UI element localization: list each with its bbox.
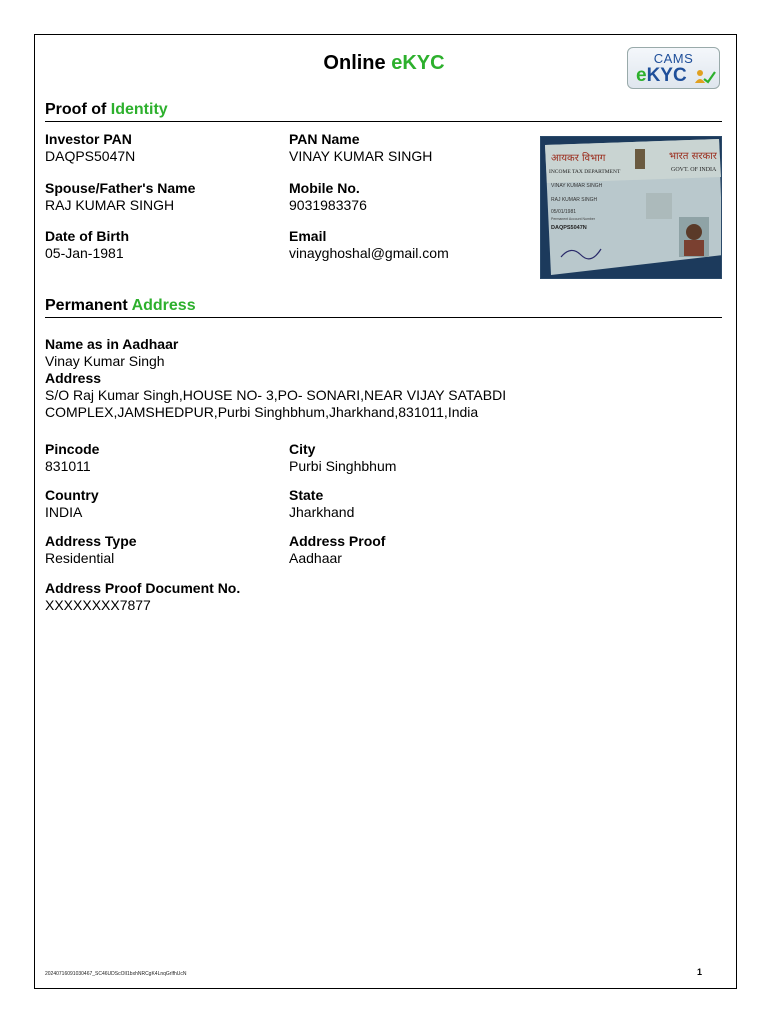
address-proof-doc-field bbox=[45, 580, 240, 614]
pan-name-field bbox=[289, 131, 432, 165]
card-name: VINAY KUMAR SINGH bbox=[551, 183, 603, 189]
card-dept: INCOME TAX DEPARTMENT bbox=[549, 169, 621, 175]
city-label: City bbox=[289, 441, 316, 457]
aadhaar-name-label: Name as in Aadhaar bbox=[45, 336, 179, 352]
country-label: Country bbox=[45, 487, 99, 503]
address-type-field bbox=[45, 533, 137, 567]
city-field bbox=[289, 441, 396, 475]
card-pan-label: Permanent Account Number bbox=[551, 217, 595, 221]
aadhaar-name-field bbox=[45, 336, 506, 421]
card-hindi-right: भारत सरकार bbox=[669, 151, 717, 162]
country-value: INDIA bbox=[45, 504, 83, 520]
logo-cams-text: CAMS bbox=[653, 51, 694, 66]
investor-pan-field bbox=[45, 131, 135, 165]
mobile-value: 9031983376 bbox=[289, 197, 367, 213]
address-proof-value: Aadhaar bbox=[289, 550, 342, 566]
emblem-icon bbox=[635, 149, 645, 169]
title-online: Online bbox=[323, 52, 386, 74]
pan-name-value: VINAY KUMAR SINGH bbox=[289, 148, 433, 164]
card-hindi-left: आयकर विभाग bbox=[551, 153, 606, 164]
address-type-label: Address Type bbox=[45, 533, 137, 549]
logo-ekyc-text: eKYC bbox=[636, 65, 687, 86]
address-proof-field bbox=[289, 533, 385, 567]
dob-value: 05-Jan-1981 bbox=[45, 245, 124, 261]
pan-card-photo bbox=[540, 136, 722, 279]
state-value: Jharkhand bbox=[289, 504, 355, 520]
mobile-field bbox=[289, 180, 367, 214]
investor-pan-value: DAQPS5047N bbox=[45, 148, 136, 164]
address-proof-doc-label: Address Proof Document No. bbox=[45, 580, 241, 596]
identity-divider bbox=[45, 121, 722, 122]
email-label: Email bbox=[289, 228, 327, 244]
spouse-father-label: Spouse/Father's Name bbox=[45, 180, 196, 196]
address-divider bbox=[45, 317, 722, 318]
email-value: vinayghoshal@gmail.com bbox=[289, 245, 449, 261]
cams-ekyc-logo bbox=[627, 47, 720, 89]
title-ekyc: eKYC bbox=[391, 52, 445, 74]
email-field bbox=[289, 228, 449, 262]
document-id: 20240716091030467_SC46UDScOlI1bxhNRCgK4LnqGrlfhUcN bbox=[45, 971, 187, 977]
mobile-label: Mobile No. bbox=[289, 180, 360, 196]
address-line-1: S/O Raj Kumar Singh,HOUSE NO- 3,PO- SONARI,NEAR VIJAY SATABDI bbox=[45, 387, 507, 403]
address-proof-doc-value: XXXXXXXX7877 bbox=[45, 597, 151, 613]
spouse-father-field bbox=[45, 180, 195, 214]
address-heading: Permanent Address bbox=[45, 297, 196, 314]
pan-name-label: PAN Name bbox=[289, 131, 360, 147]
card-pan: DAQPS5047N bbox=[551, 225, 587, 231]
dob-label: Date of Birth bbox=[45, 228, 129, 244]
aadhaar-name-value: Vinay Kumar Singh bbox=[45, 353, 165, 369]
address-type-value: Residential bbox=[45, 550, 115, 566]
page-number: 1 bbox=[697, 967, 703, 977]
identity-heading: Proof of Identity bbox=[45, 101, 168, 118]
address-proof-label: Address Proof bbox=[289, 533, 386, 549]
pincode-value: 831011 bbox=[45, 458, 91, 474]
city-value: Purbi Singhbhum bbox=[289, 458, 397, 474]
card-father: RAJ KUMAR SINGH bbox=[551, 197, 598, 203]
card-dob: 05/01/1981 bbox=[551, 209, 577, 215]
address-label: Address bbox=[45, 370, 102, 386]
state-label: State bbox=[289, 487, 324, 503]
country-field bbox=[45, 487, 99, 521]
dob-field bbox=[45, 228, 129, 262]
pincode-label: Pincode bbox=[45, 441, 100, 457]
person-check-icon bbox=[694, 68, 716, 84]
spouse-father-value: RAJ KUMAR SINGH bbox=[45, 197, 175, 213]
investor-pan-label: Investor PAN bbox=[45, 131, 132, 147]
card-govt: GOVT. OF INDIA bbox=[671, 167, 717, 173]
state-field bbox=[289, 487, 354, 521]
address-line-2: COMPLEX,JAMSHEDPUR,Purbi Singhbhum,Jharkhand,831011,India bbox=[45, 404, 479, 420]
pincode-field bbox=[45, 441, 99, 475]
